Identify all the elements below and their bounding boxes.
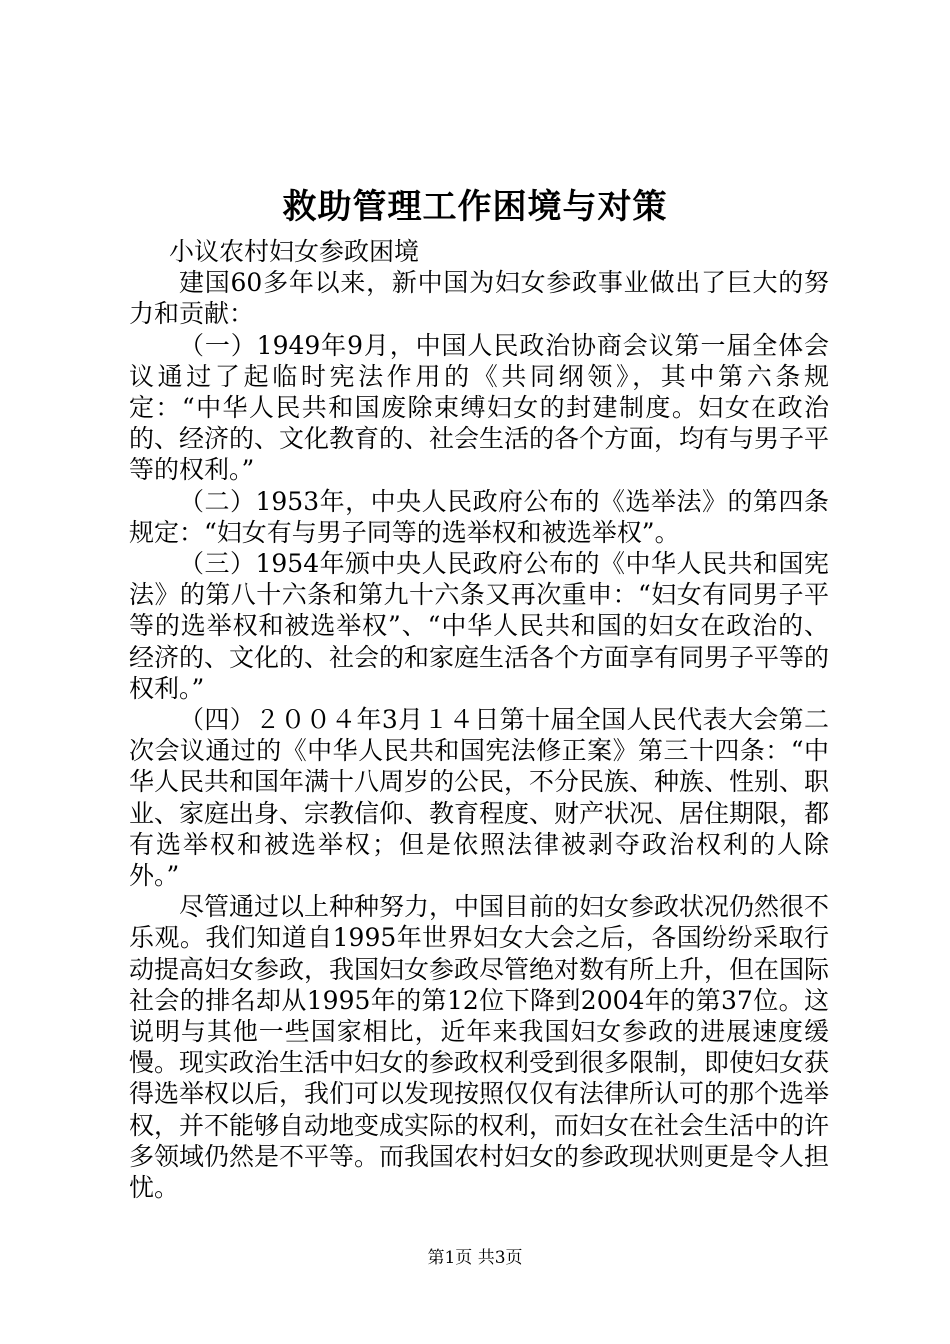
document-body — [129, 236, 829, 1203]
paragraph-item-2: （二）1953年，中央人民政府公布的《选举法》的第四条规定：“妇女有与男子同等的选举权和被选举权”。 — [129, 486, 829, 547]
paragraph-item-1: （一）1949年9月，中国人民政治协商会议第一届全体会议通过了起临时宪法作用的《共同纲领》，其中第六条规定：“中华人民共和国废除束缚妇女的封建制度。妇女在政治的、经济的、文化教育的、社会生活的各个方面，均有与男子平等的权利。” — [129, 330, 830, 485]
page-number-footer: 第1页 共3页 — [427, 1248, 523, 1268]
document-title: 救助管理工作困境与对策 — [282, 187, 668, 227]
paragraph-item-4: （四）２００４年3月１４日第十届全国人民代表大会第二次会议通过的《中华人民共和国宪法修正案》第三十四条：“中华人民共和国年满十八周岁的公民，不分民族、种族、性别、职业、家庭出身、宗教信仰、教育程度、财产状况、居住期限，都有选举权和被选举权；但是依照法律被剥夺政治权利的人除外。” — [129, 705, 830, 891]
paragraph-intro: 建国60多年以来，新中国为妇女参政事业做出了巨大的努力和贡献： — [129, 268, 829, 329]
paragraph-item-3: （三）1954年颁中央人民政府公布的《中华人民共和国宪法》的第八十六条和第九十六条又再次重申：“妇女有同男子平等的选举权和被选举权”、“中华人民共和国的妇女在政治的、经济的、文化的、社会的和家庭生活各个方面享有同男子平等的权利。” — [129, 549, 830, 703]
document-subtitle: 小议农村妇女参政困境 — [169, 237, 420, 266]
paragraph-conclusion: 尽管通过以上种种努力，中国目前的妇女参政状况仍然很不乐观。我们知道自1995年世界妇女大会之后，各国纷纷采取行动提高妇女参政，我国妇女参政尽管绝对数有所上升，但在国际社会的排名却从1995年的第12位下降到2004年的第37位。这说明与其他一些国家相比，近年来我国妇女参政的进展速度缓慢。现实政治生活中妇女的参政权利受到很多限制，即使妇女获得选举权以后，我们可以发现按照仅仅有法律所认可的那个选举权，并不能够自动地变成实际的权利，而妇女在社会生活中的许多领域仍然是不平等。而我国农村妇女的参政现状则更是令人担忧。 — [129, 892, 830, 1203]
